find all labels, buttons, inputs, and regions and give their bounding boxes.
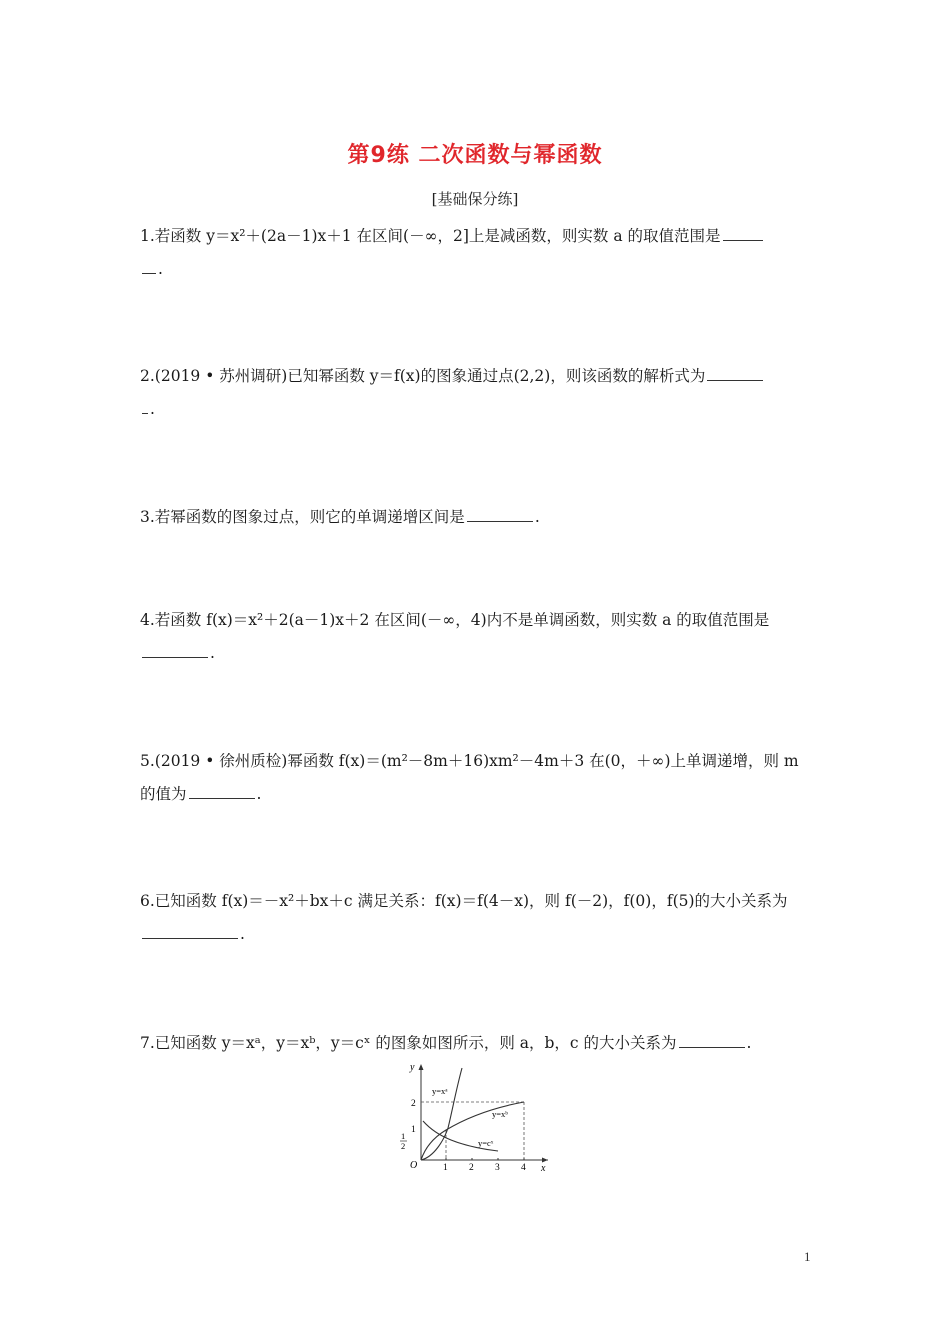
question-number: 6. [140, 892, 155, 910]
label-curve-b: y=xᵇ [492, 1109, 508, 1119]
question-tail: . [746, 1034, 752, 1052]
answer-blank[interactable] [142, 639, 208, 658]
question-text: 已知函数 y＝xᵃ，y＝xᵇ，y＝cˣ 的图象如图所示，则 a，b，c 的大小关系为 [154, 1034, 677, 1052]
origin-label: O [410, 1160, 418, 1171]
question-text: 若函数 f(x)＝x²＋2(a－1)x＋2 在区间(－∞，4)内不是单调函数，则实数 a 的取值范围是 [154, 611, 770, 629]
question-text: (2019 • 苏州调研)已知幂函数 y＝f(x)的图象通过点(2,2)，则该函数的解析式为 [154, 367, 706, 385]
label-curve-a: y=xᵃ [432, 1086, 448, 1096]
label-curve-c: y=cˣ [478, 1138, 494, 1148]
page-number: 1 [804, 1249, 811, 1264]
question-text: (2019 • 徐州质检)幂函数 f(x)＝(m²－8m＋16)xm²－4m＋3 在(0，＋∞)上单调递增，则 m 的值为 [140, 752, 799, 803]
question-tail: . [256, 785, 262, 803]
x-tick-label-2: 2 [469, 1163, 474, 1172]
question-text: 已知函数 f(x)＝－x²＋bx＋c 满足关系：f(x)＝f(4－x)，则 f(－2)，f(0)，f(5)的大小关系为 [154, 892, 788, 910]
question-tail: . [240, 925, 245, 943]
question-7 [140, 1027, 810, 1060]
answer-blank[interactable] [189, 780, 255, 799]
question-number: 5. [140, 752, 155, 770]
question-6 [140, 885, 810, 951]
curve-x-power-a [421, 1068, 462, 1160]
y-axis-arrow [419, 1064, 424, 1070]
question-number: 4. [140, 611, 155, 629]
y-tick-label-1: 1 [411, 1125, 416, 1135]
question-tail: . [158, 260, 163, 278]
answer-blank[interactable] [467, 503, 533, 522]
answer-blank[interactable] [723, 222, 763, 241]
question-4 [140, 604, 810, 670]
answer-blank-cont [142, 255, 156, 274]
x-tick-label-3: 3 [495, 1163, 500, 1172]
function-graph-figure [396, 1060, 552, 1172]
x-tick-label-4: 4 [521, 1163, 526, 1172]
answer-blank[interactable] [679, 1029, 745, 1048]
question-tail: . [534, 508, 540, 526]
question-number: 3. [140, 508, 155, 526]
section-label: [基础保分练] [431, 190, 519, 208]
question-number: 2. [140, 367, 155, 385]
y-axis-label: y [410, 1062, 415, 1073]
question-number: 1. [140, 227, 155, 245]
answer-blank[interactable] [142, 920, 238, 939]
half-denominator: 2 [401, 1141, 406, 1151]
question-text: 若函数 y＝x²＋(2a－1)x＋1 在区间(－∞，2]上是减函数，则实数 a 的取值范围是 [154, 227, 721, 245]
page-title: 第9练 二次函数与幂函数 [347, 143, 603, 168]
question-tail: . [210, 644, 215, 662]
x-axis-label: x [541, 1163, 546, 1172]
question-tail: . [150, 400, 155, 418]
question-2 [140, 360, 810, 426]
x-axis-arrow [542, 1158, 548, 1163]
question-1 [140, 220, 810, 286]
question-number: 7. [140, 1034, 155, 1052]
curve-x-power-b [421, 1102, 524, 1160]
question-3 [140, 501, 810, 534]
question-5 [140, 745, 810, 811]
answer-blank-cont [142, 395, 148, 414]
half-numerator: 1 [401, 1131, 406, 1141]
question-text: 若幂函数的图象过点，则它的单调递增区间是 [154, 508, 465, 526]
x-tick-label-1: 1 [443, 1163, 448, 1172]
function-graph-svg [396, 1060, 552, 1172]
answer-blank[interactable] [707, 362, 763, 381]
y-tick-label-2: 2 [411, 1099, 416, 1109]
